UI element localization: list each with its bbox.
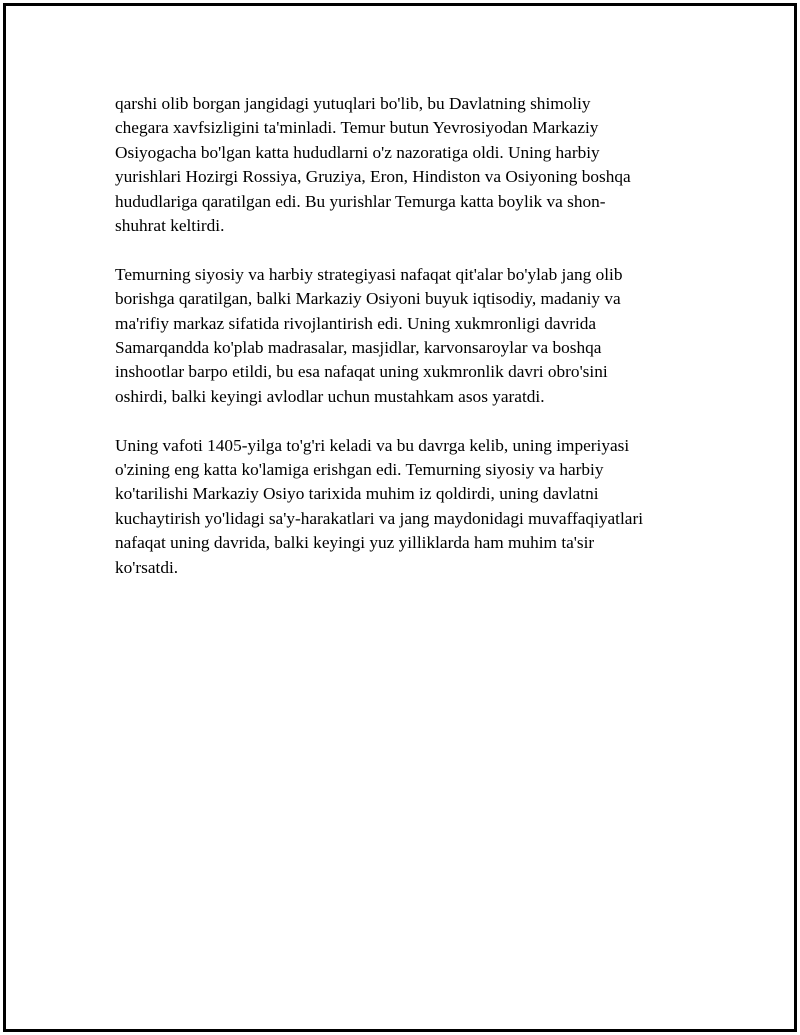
document-body [115, 92, 695, 604]
paragraph-2: Temurning siyosiy va harbiy strategiyasi nafaqat qit'alar bo'ylab jang olib borishga qaratilgan, balki Markaziy Osiyoni buyuk iqtisodiy, madaniy va ma'rifiy markaz sifatida rivojlantirish edi. Uning xukmronligi davrida Samarqandda ko'plab madrasalar, masjidlar, karvonsaroylar va boshqa inshootlar barpo etildi, bu esa nafaqat uning xukmronlik davri obro'sini oshirdi, balki keyingi avlodlar uchun mustahkam asos yaratdi. [115, 264, 623, 406]
paragraph-3: Uning vafoti 1405-yilga to'g'ri keladi va bu davrga kelib, uning imperiyasi o'zining eng katta ko'lamiga erishgan edi. Temurning siyosiy va harbiy ko'tarilishi Markaziy Osiyo tarixida muhim iz qoldirdi, uning davlatni kuchaytirish yo'lidagi sa'y-harakatlari va jang maydonidagi muvaffaqiyatlari nafaqat uning davrida, balki keyingi yuz yilliklarda ham muhim ta'sir ko'rsatdi. [115, 435, 644, 577]
paragraph-1: qarshi olib borgan jangidagi yutuqlari bo'lib, bu Davlatning shimoliy chegara xavfsizligini ta'minladi. Temur butun Yevrosiyodan Markaziy Osiyogacha bo'lgan katta hududlarni o'z nazoratiga oldi. Uning harbiy yurishlari Hozirgi Rossiya, Gruziya, Eron, Hindiston va Osiyoning boshqa hududlariga qaratilgan edi. Bu yurishlar Temurga katta boylik va shon- shuhrat keltirdi. [115, 94, 631, 236]
